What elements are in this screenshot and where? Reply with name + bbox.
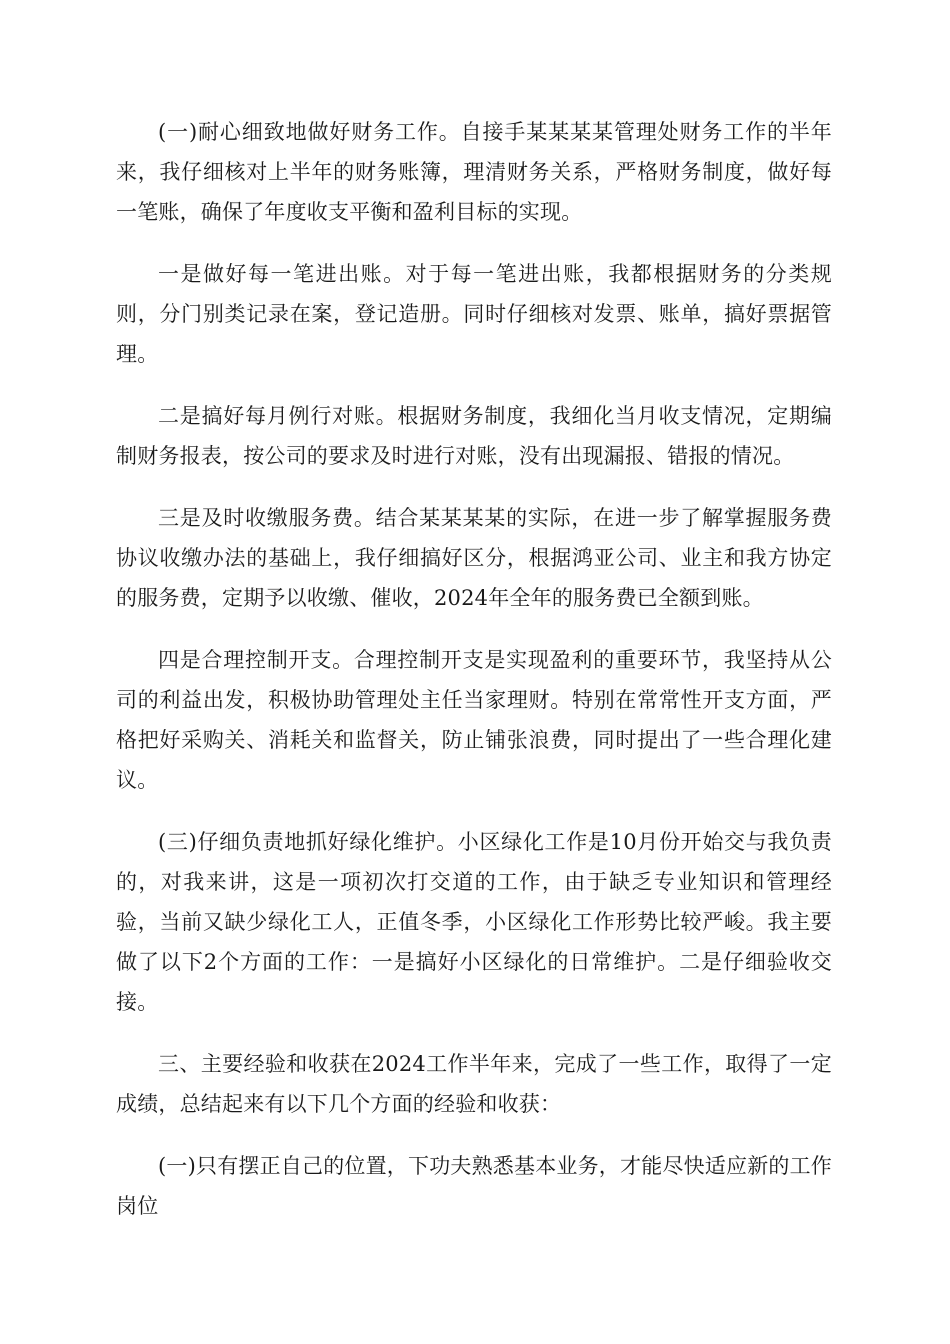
document-body (116, 112, 832, 1248)
paragraph-finance-work: (一)耐心细致地做好财务工作。自接手某某某某管理处财务工作的半年来，我仔细核对上半年的财务账簿，理清财务关系，严格财务制度，做好每一笔账，确保了年度收支平衡和盈利目标的实现。 (116, 120, 832, 224)
paragraph-accounts-entry: 一是做好每一笔进出账。对于每一笔进出账，我都根据财务的分类规则，分门别类记录在案，登记造册。同时仔细核对发票、账单，搞好票据管理。 (116, 262, 832, 366)
paragraph-expense-control: 四是合理控制开支。合理控制开支是实现盈利的重要环节，我坚持从公司的利益出发，积极协助管理处主任当家理财。特别在常常性开支方面，严格把好采购关、消耗关和监督关，防止铺张浪费，同时提出了一些合理化建议。 (116, 648, 832, 792)
paragraph-position-adaptation: (一)只有摆正自己的位置，下功夫熟悉基本业务，才能尽快适应新的工作岗位 (116, 1154, 832, 1218)
paragraph-service-fee: 三是及时收缴服务费。结合某某某某的实际，在进一步了解掌握服务费协议收缴办法的基础上，我仔细搞好区分，根据鸿亚公司、业主和我方协定的服务费，定期予以收缴、催收，2024年全年的服务费已全额到账。 (116, 506, 832, 610)
paragraph-experience-summary: 三、主要经验和收获在2024工作半年来，完成了一些工作，取得了一定成绩，总结起来有以下几个方面的经验和收获： (116, 1052, 832, 1116)
paragraph-monthly-reconciliation: 二是搞好每月例行对账。根据财务制度，我细化当月收支情况，定期编制财务报表，按公司的要求及时进行对账，没有出现漏报、错报的情况。 (116, 404, 832, 468)
paragraph-greening-maintenance: (三)仔细负责地抓好绿化维护。小区绿化工作是10月份开始交与我负责的，对我来讲，这是一项初次打交道的工作，由于缺乏专业知识和管理经验，当前又缺少绿化工人，正值冬季，小区绿化工作形势比较严峻。我主要做了以下2个方面的工作：一是搞好小区绿化的日常维护。二是仔细验收交接。 (116, 830, 832, 1014)
